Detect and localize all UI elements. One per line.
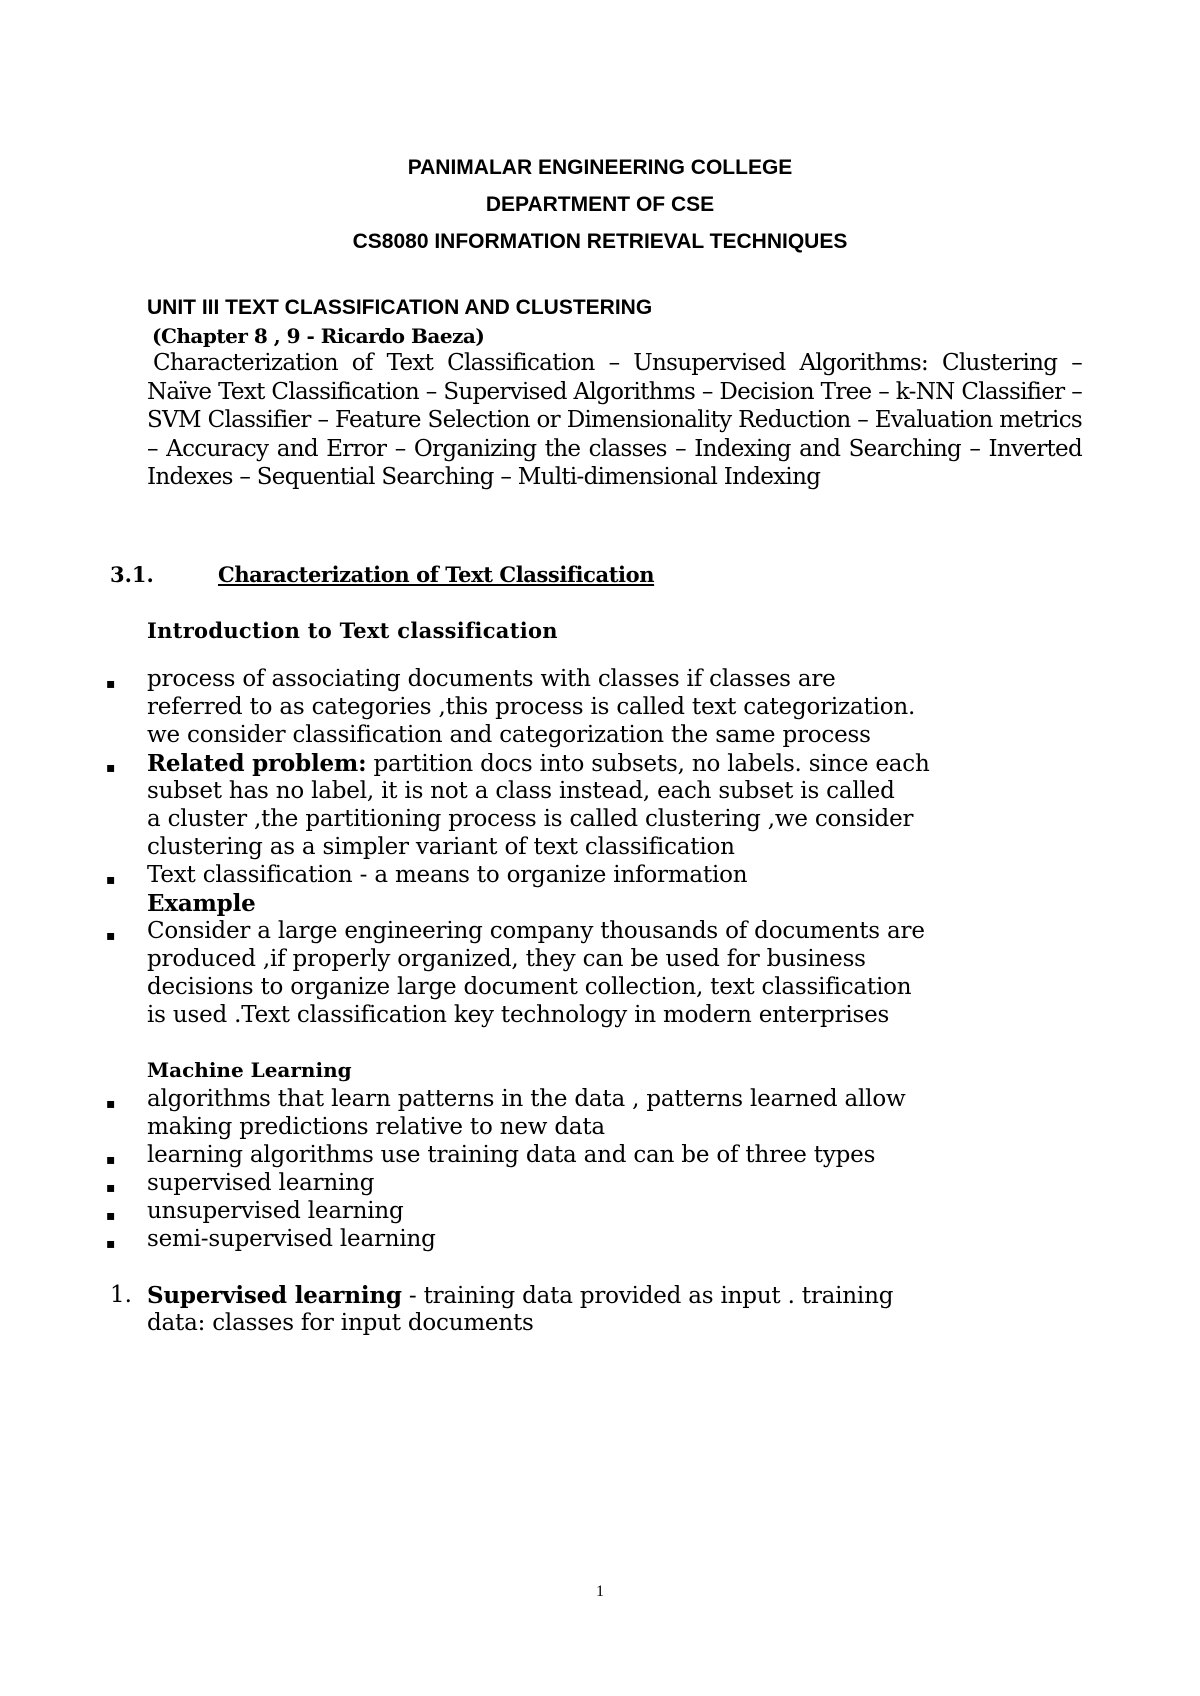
bullet-text-line: semi-supervised learning <box>147 1226 436 1252</box>
bullet-text-line: referred to as categories ,this process is called text categorization. <box>147 694 916 720</box>
related-problem-text: partition docs into subsets, no labels. since each <box>366 751 930 777</box>
bullet-icon: ▪ <box>106 676 116 692</box>
bullet-icon: ▪ <box>106 1180 116 1196</box>
bullet-icon: ▪ <box>106 1096 116 1112</box>
department-name: DEPARTMENT OF CSE <box>485 193 715 216</box>
bullet-text-line: algorithms that learn patterns in the data , patterns learned allow <box>147 1086 906 1112</box>
related-problem-line <box>147 750 930 777</box>
related-problem-label: Related problem: <box>147 750 367 777</box>
bullet-text-line: Text classification - a means to organize information <box>147 862 748 888</box>
bullet-icon: ▪ <box>106 1208 116 1224</box>
bullet-text-line: learning algorithms use training data and can be of three types <box>147 1142 876 1168</box>
section-number: 3.1. <box>110 562 154 587</box>
bullet-icon: ▪ <box>106 760 116 776</box>
list-number: 1. <box>110 1282 132 1308</box>
supervised-learning-label: Supervised learning <box>147 1282 402 1309</box>
bullet-text-line: Consider a large engineering company thousands of documents are <box>147 918 925 944</box>
section-title: Characterization of Text Classification <box>218 562 655 587</box>
bullet-text-line: clustering as a simpler variant of text classification <box>147 834 735 860</box>
bullet-icon: ▪ <box>106 928 116 944</box>
bullet-text-line: subset has no label, it is not a class instead, each subset is called <box>147 778 895 804</box>
bullet-text-line: is used .Text classification key technology in modern enterprises <box>147 1002 890 1028</box>
bullet-icon: ▪ <box>106 1152 116 1168</box>
bullet-text-line: data: classes for input documents <box>147 1310 534 1336</box>
ml-heading: Machine Learning <box>147 1058 352 1082</box>
unit-syllabus: Characterization of Text Classification – Unsupervised Algorithms: Clustering – Naïve Text Classification – Supervised Algorithms – Decision Tree – k-NN Classifier – SVM Classifier – Feature Selection or Dimensionality Reduction – Evaluation metrics – Accuracy and Error – Organizing the classes – Indexing and Searching – Inverted Indexes – Sequential Searching – Multi-dimensional Indexing <box>147 350 1082 490</box>
intro-heading: Introduction to Text classification <box>147 618 558 643</box>
page-number: 1 <box>596 1583 604 1600</box>
supervised-learning-text: - training data provided as input . training <box>401 1283 894 1309</box>
bullet-text-line: unsupervised learning <box>147 1198 404 1224</box>
bullet-text-line: we consider classification and categorization the same process <box>147 722 871 748</box>
course-title: CS8080 INFORMATION RETRIEVAL TECHNIQUES <box>352 230 848 253</box>
chapter-reference: (Chapter 8 , 9 - Ricardo Baeza) <box>152 324 485 348</box>
bullet-text-line: process of associating documents with classes if classes are <box>147 666 836 692</box>
bullet-text-line: a cluster ,the partitioning process is called clustering ,we consider <box>147 806 914 832</box>
supervised-learning-line <box>147 1282 893 1309</box>
college-name: PANIMALAR ENGINEERING COLLEGE <box>407 156 793 179</box>
bullet-text-line: supervised learning <box>147 1170 375 1196</box>
bullet-text-line: making predictions relative to new data <box>147 1114 605 1140</box>
bullet-icon: ▪ <box>106 872 116 888</box>
bullet-text-line: produced ,if properly organized, they can be used for business <box>147 946 866 972</box>
bullet-icon: ▪ <box>106 1236 116 1252</box>
bullet-text-line: decisions to organize large document collection, text classification <box>147 974 912 1000</box>
example-heading: Example <box>147 890 256 917</box>
unit-title: UNIT III TEXT CLASSIFICATION AND CLUSTERING <box>147 296 653 319</box>
